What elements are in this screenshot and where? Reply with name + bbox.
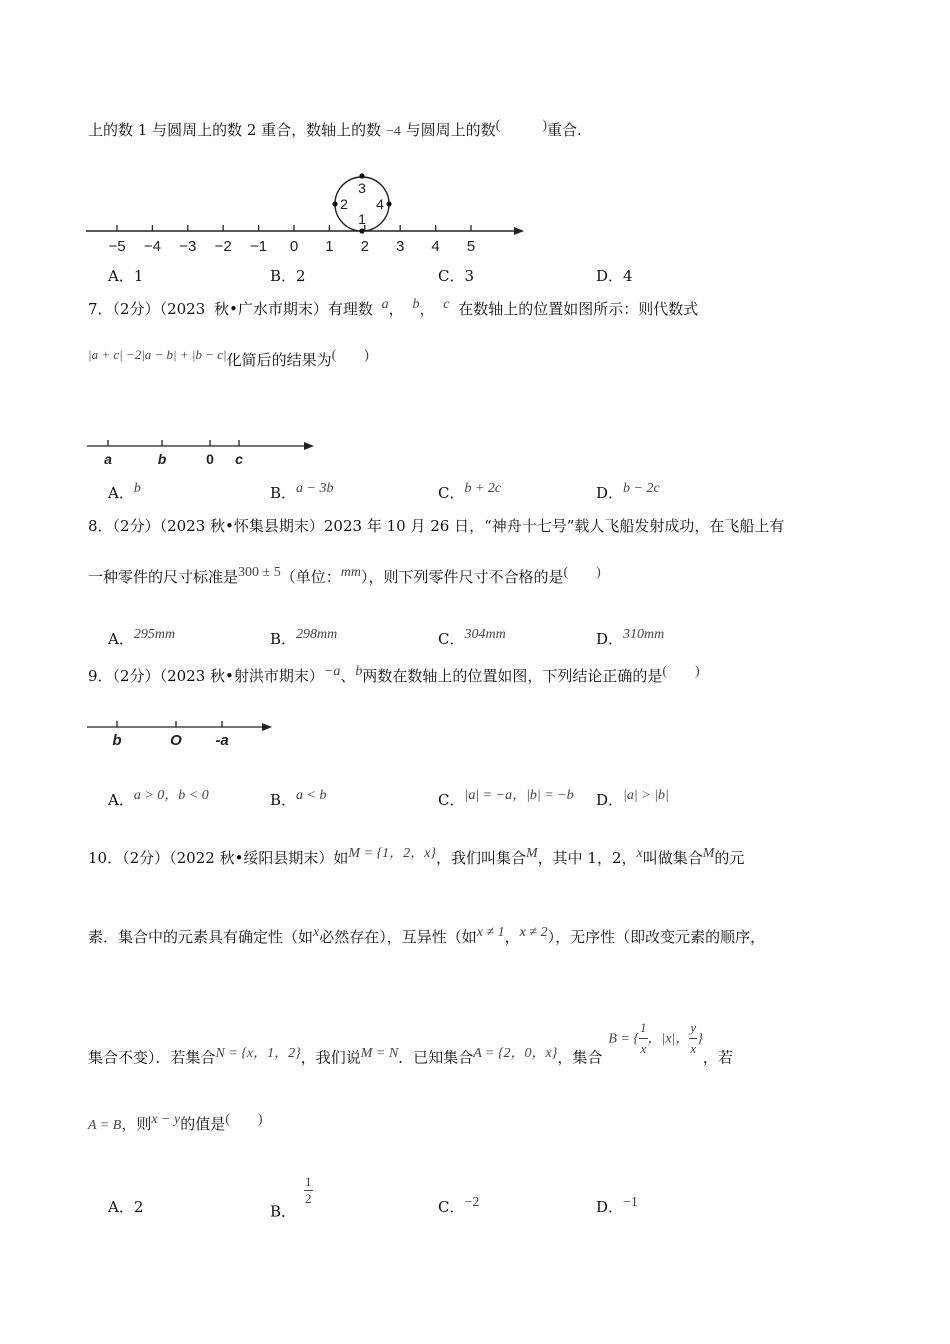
q10-line-1: [88, 848, 744, 870]
q7-var-a: a: [381, 297, 389, 312]
option-value: 295mm: [133, 627, 176, 642]
circle-label-3: 3: [358, 180, 366, 196]
q10-text-b: ，我们叫集合: [435, 849, 526, 867]
option-value: 2: [133, 1198, 144, 1216]
numerator: 1: [305, 1174, 312, 1189]
q10-text-g: 必然存在），互异性（如: [319, 928, 477, 946]
q6-paren-open: (: [495, 118, 501, 133]
q10-text-j: 集合不变）．若集合: [88, 1048, 216, 1067]
q9-label-neg-a: -a: [215, 732, 229, 749]
q7-label-b: b: [157, 451, 167, 467]
q10-set-b-close: }: [697, 1031, 703, 1047]
q10-set-a: A = {2，0，x}: [473, 1045, 558, 1061]
q9-label-o: O: [170, 732, 182, 749]
q7-number-line-figure: [84, 435, 324, 471]
q10-option-c[interactable]: [438, 1196, 479, 1217]
q7-label-0: 0: [206, 451, 214, 467]
q10-x-minus-y: x − y: [151, 1112, 181, 1127]
q8-text-c: ），则下列零件尺寸不合格的是: [360, 568, 564, 586]
q10-set-b: [608, 1018, 702, 1059]
q6-number-line-figure: [80, 168, 530, 258]
option-key: A．: [108, 484, 134, 502]
option-value: −1: [623, 1195, 638, 1210]
denominator: x: [640, 1041, 647, 1056]
q8-standard: 300 ± 5: [238, 565, 281, 580]
q10-text-e: 的元: [714, 849, 745, 867]
q10-m-1: M: [525, 846, 538, 861]
q10-neq-1: x ≠ 1: [476, 925, 505, 940]
q7-paren: ( ): [331, 348, 369, 363]
option-value: b − 2c: [623, 481, 660, 496]
q8-stem-line-2: [88, 567, 601, 589]
q10-line-3: [88, 1020, 733, 1079]
q7-option-b[interactable]: [270, 482, 333, 503]
q9-option-a[interactable]: [108, 789, 209, 810]
option-key: A．: [108, 791, 134, 809]
option-value: b: [133, 481, 141, 496]
q10-option-d[interactable]: [596, 1196, 638, 1217]
q10-option-a[interactable]: [108, 1196, 143, 1217]
option-value: |a| > |b|: [623, 788, 669, 803]
q8-stem-line-1: 8．（2分）（2023 秋•怀集县期末）2023 年 10 月 26 日，“神舟十七号”载人飞船发射成功，在飞船上有: [88, 517, 785, 535]
q10-text-f: 素．集合中的元素具有确定性（如: [88, 928, 314, 946]
q10-m-eq-n: M = N: [360, 1045, 399, 1061]
q7-label-c: c: [235, 451, 243, 467]
option-value: |a| = −a，|b| = −b: [464, 788, 574, 803]
option-key: D．: [596, 791, 624, 809]
option-value: −2: [464, 1195, 480, 1210]
tick-label: 2: [360, 238, 369, 255]
q10-text-k: ，我们说: [300, 1048, 361, 1067]
q8-unit: mm: [340, 565, 361, 580]
q10-paren: ( ): [225, 1112, 263, 1127]
option-key: B．: [270, 791, 297, 809]
q6-text-b: 与圆周上的数: [405, 121, 496, 139]
q7-var-c: c: [443, 297, 450, 312]
circle-label-2: 2: [340, 196, 348, 212]
q7-option-a[interactable]: [108, 482, 141, 503]
option-key: D．: [596, 630, 624, 648]
option-key: D．: [596, 484, 624, 502]
q6-text-c: 重合.: [547, 121, 582, 139]
q6-option-c[interactable]: C．3: [438, 267, 475, 285]
q9-text-b: 两数在数轴上的位置如图，下列结论正确的是: [362, 667, 663, 685]
q9-neg-a: −a: [323, 664, 341, 679]
q9-var-b: b: [355, 664, 363, 679]
option-value: b + 2c: [464, 481, 502, 496]
option-key: B．: [270, 484, 297, 502]
q10-abs-x: ，|x|，: [647, 1031, 690, 1047]
q6-option-a[interactable]: A．1: [108, 267, 144, 285]
tick-label: 1: [325, 238, 334, 255]
q10-set-n: N = {x，1，2}: [215, 1045, 301, 1061]
q7-stem-a: 7．（2分）（2023 秋•广水市期末）有理数: [88, 300, 373, 318]
q10-text-h: ，: [504, 928, 520, 946]
q10-text-d: 叫做集合: [642, 849, 703, 867]
numerator: 1: [639, 1018, 648, 1039]
option-key: C．: [438, 484, 465, 502]
q7-option-c[interactable]: [438, 482, 501, 503]
option-key: A．: [108, 1198, 134, 1216]
numerator: y: [689, 1018, 697, 1039]
q9-number-line-figure: [84, 715, 284, 751]
q10-line-2: [88, 927, 765, 949]
tick-label: −5: [108, 238, 126, 255]
option-value: 298mm: [296, 627, 338, 642]
q7-comma-1: ，: [388, 300, 404, 318]
fraction-1-over-x: [639, 1018, 648, 1059]
q7-stem: [88, 299, 698, 321]
q8-option-d[interactable]: [596, 628, 664, 649]
circle-label-4: 4: [376, 196, 384, 212]
q8-paren: ( ): [563, 565, 601, 580]
denominator: 2: [305, 1191, 312, 1206]
denominator: x: [690, 1041, 697, 1056]
option-key: D．: [596, 1198, 624, 1216]
q9-stem: [88, 666, 700, 688]
q8-option-a[interactable]: [108, 628, 175, 649]
option-value: a > 0，b < 0: [133, 788, 209, 803]
tick-label: 5: [466, 238, 476, 255]
q10-a-eq-b: A = B: [88, 1118, 122, 1133]
tick-label: 0: [289, 238, 299, 255]
tick-label: −1: [250, 238, 268, 255]
q9-option-d[interactable]: [596, 789, 669, 810]
option-value: 310mm: [623, 627, 665, 642]
q10-x-2: x: [313, 925, 320, 940]
q9-label-b: b: [112, 732, 122, 749]
q9-sep: 、: [340, 667, 356, 685]
q9-text-a: 9．（2分）（2023 秋•射洪市期末）: [88, 667, 324, 685]
q9-paren: ( ): [662, 664, 700, 679]
q10-text-c: ，其中 1，2，: [537, 849, 637, 867]
q8-text-b: （单位：: [280, 568, 341, 586]
tick-label: −2: [214, 238, 232, 255]
q10-text-m: ，集合: [557, 1048, 603, 1067]
option-key: C．: [438, 630, 465, 648]
q10-line-4: [88, 1114, 263, 1136]
q10-set-m: M = {1，2，x}: [348, 846, 436, 861]
q8-option-c[interactable]: [438, 628, 506, 649]
q10-neq-2: x ≠ 2: [519, 925, 548, 940]
q10-text-a: 10．（2分）（2022 秋•绥阳县期末）如: [88, 849, 349, 867]
q9-option-b[interactable]: [270, 789, 326, 810]
option-key: B．: [270, 630, 297, 648]
tick-label: 4: [431, 238, 440, 255]
q10-x-1: x: [636, 846, 643, 861]
q10-m-2: M: [702, 846, 715, 861]
tick-label: 3: [396, 238, 405, 255]
q7-option-d[interactable]: [596, 482, 660, 503]
tick-label: −4: [143, 238, 161, 255]
q7-comma-2: ，: [419, 300, 435, 318]
option-key: B．: [270, 1202, 297, 1221]
q7-stem-b: 在数轴上的位置如图所示：则代数式: [458, 300, 699, 318]
q10-text-p: 的值是: [180, 1115, 226, 1133]
circle-label-1: 1: [358, 211, 366, 227]
q7-stem-c: 化简后的结果为: [226, 351, 332, 369]
q10-set-b-open: B = {: [608, 1031, 639, 1047]
q7-expression: |a + c| −2|a − b| + |b − c|: [88, 347, 227, 362]
q7-var-b: b: [412, 297, 420, 312]
q6-text: [88, 120, 582, 142]
q10-text-i: ），无序性（即改变元素的顺序，: [547, 928, 766, 946]
q7-label-a: a: [104, 451, 112, 467]
q6-text-a: 上的数 1 与圆周上的数 2 重合，数轴上的数: [88, 121, 382, 139]
tick-label: −3: [179, 238, 197, 255]
q8-option-b[interactable]: [270, 628, 337, 649]
q10-text-n: ，若: [702, 1048, 733, 1067]
option-key: C．: [438, 791, 465, 809]
q6-option-b[interactable]: B．2: [270, 267, 306, 285]
q6-option-d[interactable]: D．4: [596, 267, 633, 285]
option-value: 304mm: [464, 627, 506, 642]
fraction-1-over-2: [304, 1174, 313, 1207]
q10-text-o: ，则: [121, 1115, 152, 1133]
q6-number: −4: [385, 124, 401, 139]
option-value: a < b: [296, 788, 327, 803]
q8-text-a: 一种零件的尺寸标准是: [88, 568, 239, 586]
option-key: C．: [438, 1198, 465, 1216]
q10-option-b[interactable]: [270, 1174, 313, 1229]
q10-text-l: ．已知集合: [398, 1048, 474, 1067]
q9-option-c[interactable]: [438, 789, 574, 810]
q6-paren-close: ): [542, 118, 547, 133]
option-value: a − 3b: [296, 481, 334, 496]
q7-stem-2: [88, 347, 369, 372]
option-key: A．: [108, 630, 134, 648]
